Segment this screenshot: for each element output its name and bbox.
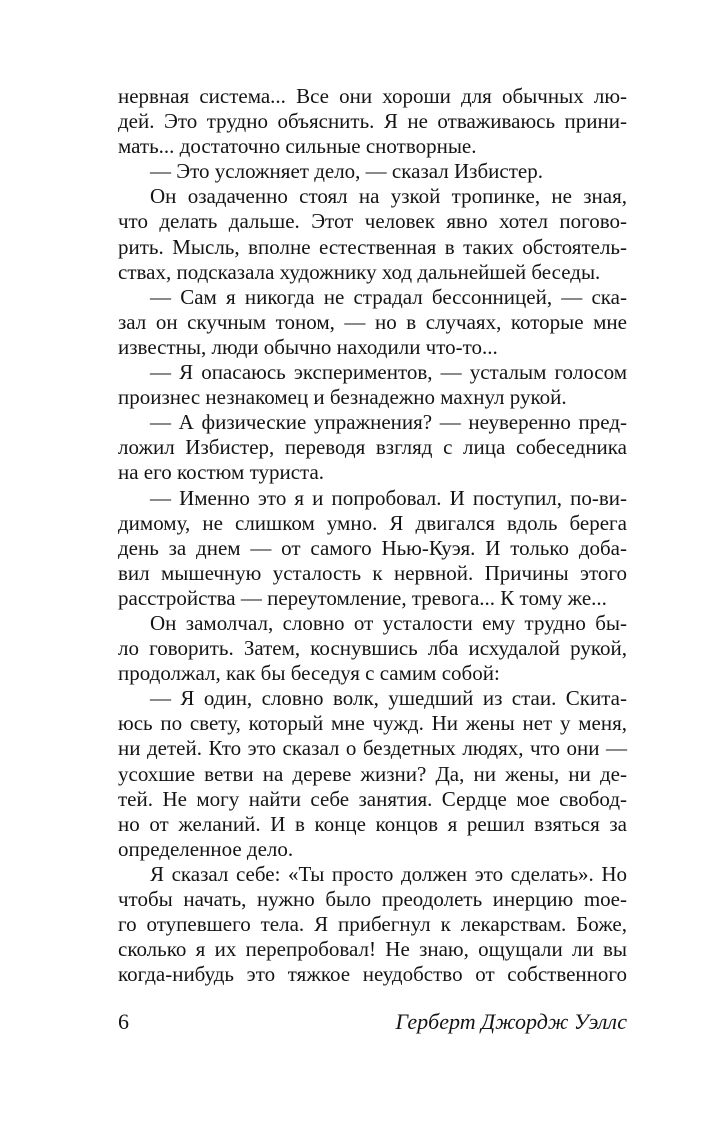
text-line: ложил Избистер, переводя взгляд с лица собеседника (118, 435, 627, 460)
text-line: дей. Это трудно объяснить. Я не отваживаюсь прини- (118, 109, 627, 134)
text-line: Я сказал себе: «Ты просто должен это сделать». Но (150, 861, 627, 886)
text-line: зал он скучным тоном, — но в случаях, которые мне (118, 309, 627, 334)
text-line: Он озадаченно стоял на узкой тропинке, не зная, (150, 184, 627, 209)
text-line: ло говорить. Затем, коснувшись лба исхудалой рукой, (118, 636, 627, 661)
text-line: тей. Не могу найти себе занятия. Сердце мое свобод- (118, 786, 627, 811)
text-line: чтобы начать, нужно было преодолеть инерцию moe- (118, 887, 627, 911)
text-line: день за днем — от самого Нью-Куэя. И только доба- (118, 535, 627, 560)
text-line: — Я один, словно волк, ушедший из стаи. Скита- (150, 686, 627, 711)
text-line: — Именно это я и попробовал. И поступил, по-ви- (150, 485, 627, 510)
text-line: усохшие ветви на дереве жизни? Да, ни жены, ни де- (118, 761, 627, 786)
text-line: ни детей. Кто это сказал о бездетных людях, что они — (118, 736, 627, 761)
text-line: расстройства — переутомление, тревога... К тому же... (118, 585, 607, 610)
page-number: 6 (118, 1009, 129, 1034)
text-line: — Сам я никогда не страдал бессонницей, — ска- (150, 284, 627, 309)
text-line: нервная система... Все они хороши для обычных лю- (118, 84, 627, 108)
running-title: Герберт Джордж Уэллс (395, 1009, 627, 1034)
text-line: когда-нибудь это тяжкое неудобство от собственного (118, 962, 627, 987)
text-line: го отупевшего тела. Я прибегнул к лекарствам. Боже, (118, 912, 627, 937)
text-line: продолжал, как бы беседуя с самим собой: (118, 661, 500, 686)
page-body (118, 84, 627, 987)
text-line: вил мышечную усталость к нервной. Причины этого (118, 560, 627, 585)
text-line: ствах, подсказала художнику ход дальнейшей беседы. (118, 259, 601, 284)
text-line: димому, не слишком умно. Я двигался вдоль берега (118, 510, 627, 535)
text-line: что делать дальше. Этот человек явно хотел погово- (118, 209, 627, 234)
text-line: рить. Мысль, вполне естественная в таких обстоятель- (118, 234, 627, 259)
text-line: — А физические упражнения? — неуверенно пред- (150, 410, 627, 435)
text-line: определенное дело. (118, 836, 294, 861)
text-line: произнес незнакомец и безнадежно махнул рукой. (118, 385, 567, 410)
text-line: сколько я их перепробовал! Не знаю, ощущали ли вы (118, 937, 627, 962)
text-line: Он замолчал, словно от усталости ему трудно бы- (150, 610, 627, 635)
text-line: — Я опасаюсь экспериментов, — усталым голосом (150, 360, 627, 385)
page-footer (118, 1007, 627, 1037)
text-line: юсь по свету, который мне чужд. Ни жены нет у меня, (118, 711, 627, 736)
text-line: но от желаний. И в конце концов я решил взяться за (118, 811, 627, 836)
text-line: на его костюм туриста. (118, 460, 325, 485)
text-line: известны, люди обычно находили что-то... (118, 334, 498, 359)
text-line: — Это усложняет дело, — сказал Избистер. (150, 159, 543, 184)
text-line: мать... достаточно сильные снотворные. (118, 134, 477, 159)
